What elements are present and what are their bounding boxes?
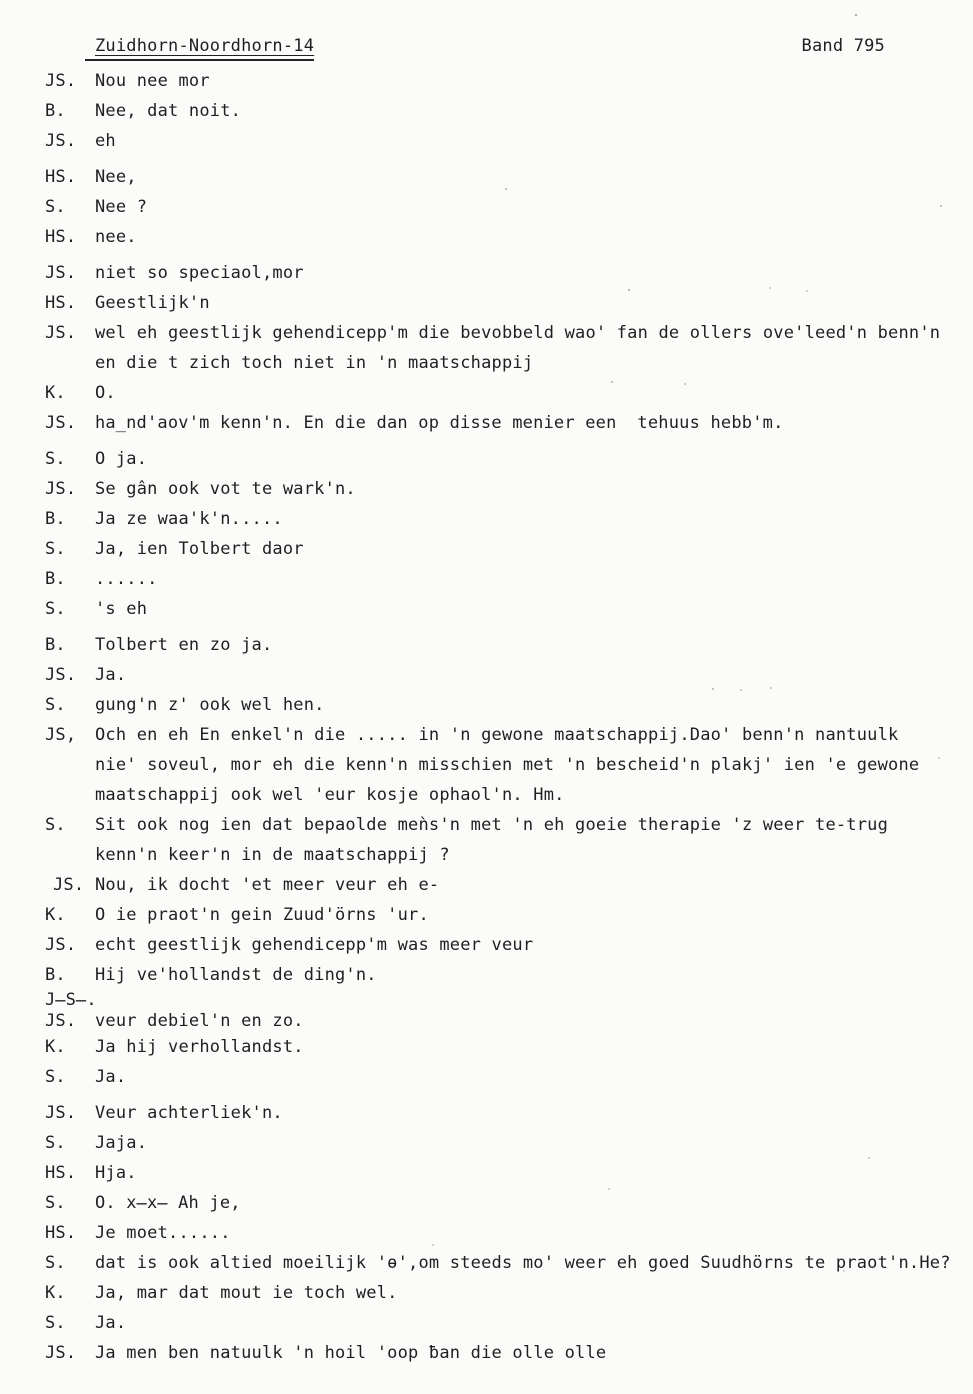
transcript-line: [45, 990, 967, 1011]
document-header: [95, 34, 885, 61]
speaker-label: JS.: [45, 1011, 77, 1031]
speaker-label: S.: [45, 1133, 66, 1153]
transcript-line: [45, 1098, 967, 1128]
utterance-text: eh: [95, 131, 116, 151]
transcript-line: [45, 192, 967, 222]
transcript-line: [45, 960, 967, 990]
utterance-text: Ja, ien Tolbert daor: [95, 539, 304, 559]
utterance-text: Se gân ook vot te wark'n.: [95, 479, 356, 499]
speaker-label: JS.: [45, 665, 77, 685]
speaker-label: HS.: [45, 293, 77, 313]
utterance-text: niet so speciaol,mor: [95, 263, 304, 283]
speaker-label: K.: [45, 905, 66, 925]
speaker-label: S.: [45, 197, 66, 217]
utterance-text: gung'n z' ook wel hen.: [95, 695, 325, 715]
speaker-label: S.: [45, 1067, 66, 1087]
utterance-text: Tolbert en zo ja.: [95, 635, 273, 655]
utterance-text: Ja.: [95, 1313, 127, 1333]
speaker-label: S.: [45, 1193, 66, 1213]
transcript: [45, 66, 967, 1368]
transcript-line: [45, 780, 967, 810]
speaker-label: JS.: [45, 323, 77, 343]
transcript-line: [45, 378, 967, 408]
transcript-line: [45, 318, 967, 348]
utterance-text: O ja.: [95, 449, 148, 469]
utterance-text: ha̲nd'aov'm kenn'n. En die dan op disse menier een tehuus hebb'm.: [95, 413, 784, 433]
transcript-line: [45, 630, 967, 660]
utterance-text: O. x̶x̶ Ah je,: [95, 1193, 241, 1213]
speaker-label: S.: [45, 539, 66, 559]
utterance-text: Ja.: [95, 665, 127, 685]
transcript-line: [45, 870, 967, 900]
transcript-line: [45, 1338, 967, 1368]
transcript-line: [45, 474, 967, 504]
transcript-line: [45, 1062, 967, 1092]
speaker-label: HS.: [45, 1163, 77, 1183]
utterance-text: nie' soveul, mor eh die kenn'n misschien met 'n bescheid'n plakj' ien 'e gewone: [95, 755, 920, 775]
transcript-line: [45, 1158, 967, 1188]
utterance-text: wel eh geestlijk gehendicepp'm die bevobbeld wao' fan de ollers ove'leed'n benn'n: [95, 323, 941, 343]
speaker-label: JS.: [53, 875, 85, 895]
transcript-line: [45, 810, 967, 840]
utterance-text: ......: [95, 569, 158, 589]
speaker-label: HS.: [45, 167, 77, 187]
speaker-label: JS.: [45, 1103, 77, 1123]
utterance-text: Nou nee mor: [95, 71, 210, 91]
utterance-text: Sit ook nog ien dat bepaolde meǹs'n met 'n eh goeie therapie 'z weer te-trug: [95, 815, 889, 835]
utterance-text: Hij ve'hollandst de ding'n.: [95, 965, 377, 985]
utterance-text: nee.: [95, 227, 137, 247]
transcript-line: [45, 660, 967, 690]
utterance-text: Ja men ben natuulk 'n hoil 'oop ƀan die olle olle: [95, 1343, 607, 1363]
utterance-text: Ja.: [95, 1067, 127, 1087]
transcript-line: [45, 288, 967, 318]
speaker-label: JS.: [45, 131, 77, 151]
speaker-label: JS.: [45, 413, 77, 433]
band-number: Band 795: [801, 36, 885, 56]
speaker-label: B.: [45, 101, 66, 121]
transcript-line: [45, 222, 967, 252]
speaker-label: S.: [45, 599, 66, 619]
utterance-text: kenn'n keer'n in de maatschappij ?: [95, 845, 450, 865]
utterance-text: Och en eh En enkel'n die ..... in 'n gewone maatschappij.Dao' benn'n nantuulk: [95, 725, 899, 745]
transcript-line: [45, 750, 967, 780]
utterance-text: Nou, ik docht 'et meer veur eh e-: [95, 875, 440, 895]
utterance-text: Veur achterliek'n.: [95, 1103, 283, 1123]
utterance-text: Nee,: [95, 167, 137, 187]
transcript-line: [45, 564, 967, 594]
speaker-label: JS.: [45, 935, 77, 955]
page-title: Zuidhorn-Noordhorn-14: [85, 34, 314, 61]
utterance-text: Je moet......: [95, 1223, 231, 1243]
utterance-text: Nee, dat noit.: [95, 101, 242, 121]
speaker-label: JS.: [45, 1343, 77, 1363]
transcript-line: [45, 1032, 967, 1062]
utterance-text: dat is ook altied moeilijk 'ө',om steeds mo' weer eh goed Suudhörns te praot'n.He?: [95, 1253, 951, 1273]
transcript-line: [45, 1128, 967, 1158]
transcript-line: [45, 1011, 967, 1032]
utterance-text: O ie praot'n gein Zuud'örns 'ur.: [95, 905, 429, 925]
scan-artifacts: [0, 0, 2, 2]
transcript-line: [45, 1248, 967, 1278]
transcript-line: [45, 348, 967, 378]
speaker-label: HS.: [45, 1223, 77, 1243]
speaker-label: JS.: [45, 71, 77, 91]
utterance-text: Geestlijk'n: [95, 293, 210, 313]
transcript-line: [45, 930, 967, 960]
speaker-label: JS,: [45, 725, 77, 745]
speaker-label: B.: [45, 965, 66, 985]
speaker-label: S.: [45, 449, 66, 469]
speaker-label: B.: [45, 509, 66, 529]
utterance-text: Ja hij verhollandst.: [95, 1037, 304, 1057]
speaker-label: S.: [45, 1253, 66, 1273]
utterance-text: Nee ?: [95, 197, 148, 217]
transcript-line: [45, 162, 967, 192]
speaker-label: K.: [45, 383, 66, 403]
utterance-text: Hja.: [95, 1163, 137, 1183]
transcript-line: [45, 534, 967, 564]
transcript-line: [45, 1278, 967, 1308]
transcript-line: [45, 840, 967, 870]
transcript-line: [45, 900, 967, 930]
speaker-label: S.: [45, 1313, 66, 1333]
utterance-text: Ja ze waa'k'n.....: [95, 509, 283, 529]
transcript-line: [45, 66, 967, 96]
utterance-text: en die t zich toch niet in 'n maatschappij: [95, 353, 534, 373]
speaker-label: JS.: [45, 263, 77, 283]
utterance-text: Ja, mar dat mout ie toch wel.: [95, 1283, 398, 1303]
transcript-line: [45, 96, 967, 126]
speaker-label: B.: [45, 569, 66, 589]
speaker-label: HS.: [45, 227, 77, 247]
utterance-text: veur debiel'n en zo.: [95, 1011, 304, 1031]
transcript-line: [45, 1218, 967, 1248]
utterance-text: Jaja.: [95, 1133, 148, 1153]
speaker-label: J̶S̶.: [45, 990, 97, 1010]
transcript-line: [45, 1308, 967, 1338]
speaker-label: S.: [45, 695, 66, 715]
transcript-line: [45, 720, 967, 750]
utterance-text: 's eh: [95, 599, 148, 619]
transcript-line: [45, 126, 967, 156]
utterance-text: maatschappij ook wel 'eur kosje ophaol'n. Hm.: [95, 785, 565, 805]
speaker-label: B.: [45, 635, 66, 655]
speaker-label: K.: [45, 1283, 66, 1303]
speaker-label: JS.: [45, 479, 77, 499]
transcript-line: [45, 444, 967, 474]
transcript-line: [45, 504, 967, 534]
transcript-line: [45, 1188, 967, 1218]
transcript-line: [45, 258, 967, 288]
transcript-line: [45, 408, 967, 438]
transcript-line: [45, 690, 967, 720]
transcript-line: [45, 594, 967, 624]
speaker-label: K.: [45, 1037, 66, 1057]
utterance-text: O.: [95, 383, 116, 403]
speaker-label: S.: [45, 815, 66, 835]
utterance-text: echt geestlijk gehendicepp'm was meer veur: [95, 935, 534, 955]
